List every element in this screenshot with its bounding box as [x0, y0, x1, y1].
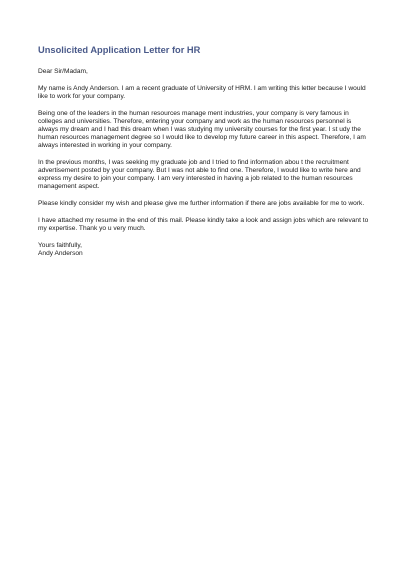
letter-signature: Andy Anderson — [38, 250, 83, 257]
letter-paragraph-request: Please kindly consider my wish and please give me further information if there are jobs available for me to work. — [38, 200, 365, 207]
letter-closing: Yours faithfully, — [38, 242, 82, 249]
letter-paragraph-resume: I have attached my resume in the end of this mail. Please kindly take a look and assign jobs which are relevant to my expertise. Thank yo u very much. — [38, 217, 369, 232]
letter-title: Unsolicited Application Letter for HR — [38, 45, 201, 55]
letter-salutation: Dear Sir/Madam, — [38, 68, 88, 75]
letter-paragraph-motivation: Being one of the leaders in the human resources manage ment industries, your company is very famous in colleges and universities. Therefore, entering your company and work as the human resources personnel is always my dream and I had this dream when I was studying my university courses for the first year. I st udy the human resources management degree so I would like to develop my future career in this aspect. Therefore, I am always interested in working in your company. — [38, 110, 366, 149]
letter-paragraph-intro: My name is Andy Anderson. I am a recent graduate of University of HRM. I am writing this letter because I would like to work for your company. — [38, 85, 366, 100]
letter-paragraph-search: In the previous months, I was seeking my graduate job and I tried to find information abou t the recruitment advertisement posted by your company. But I was not able to find one. Therefore, I would like to write here and express my desire to join your company. I am very interested in having a job related to the human resources management aspect. — [38, 159, 361, 190]
